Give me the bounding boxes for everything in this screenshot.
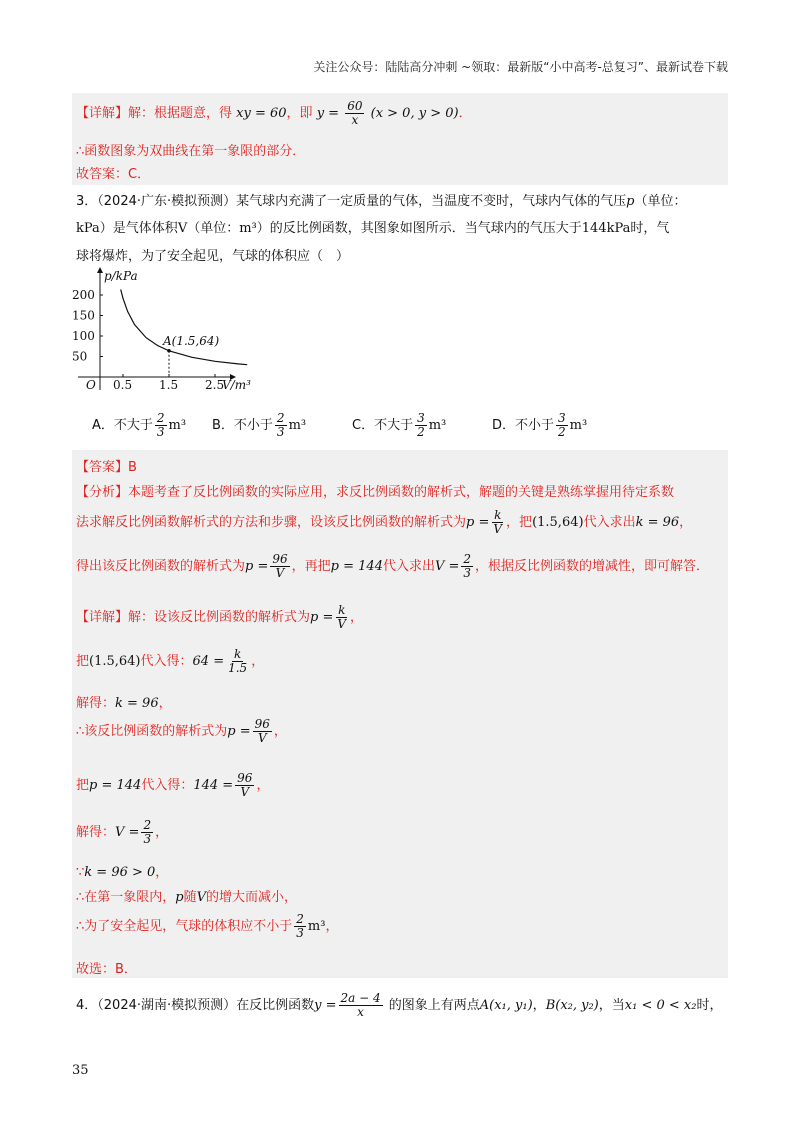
y-tick-label: 100: [72, 329, 95, 343]
x-axis-label: V/m³: [222, 378, 251, 392]
option-d[interactable]: D．不小于 $\frac{3}{2}$ m³: [492, 411, 588, 439]
q4-line: 4．（2024·湖南·模拟预测）在反比例函数y = $\frac{2a - 4}{x}$ 的图象上有两点A(x₁, y₁)，B(x₂, y₂)，当x₁ < 0 < x₂时，: [76, 991, 723, 1019]
detail-step-2: 把(1.5,64)代入得：64 = $\frac{k}{1.5}$ ，: [76, 647, 265, 675]
detail-step-3: 解得：k = 96，: [76, 696, 172, 711]
x-tick-label: 2.5: [205, 378, 225, 392]
q3-line-1: 3．（2024·广东·模拟预测）某气球内充满了一定质量的气体，当温度不变时，气球内气体的气压p（单位：: [76, 194, 687, 209]
analysis-line-1: 【分析】本题考查了反比例函数的实际应用，求反比例函数的解析式，解题的关键是熟练掌握用待定系数: [76, 485, 675, 500]
x-tick-label: 1.5: [159, 378, 179, 392]
page-header: 关注公众号：陆陆高分冲刺 ~领取：最新版“小中高考-总复习”、最新试卷下载: [313, 60, 728, 74]
point-a: [167, 349, 171, 353]
analysis-line-3: 得出该反比例函数的解析式为p = $\frac{96}{V}$ ，再把p = 144代入求出V = $\frac{2}{3}$ ，根据反比例函数的增减性，即可解答．: [76, 552, 710, 580]
y-tick-label: 50: [72, 349, 88, 364]
answer-line: 【答案】B: [76, 460, 137, 475]
y-tick-label: 200: [72, 288, 95, 302]
pressure-volume-chart: [70, 265, 270, 395]
y-axis-arrow: [97, 267, 103, 273]
x-tick-label: 0.5: [113, 378, 133, 392]
analysis-line-2: 法求解反比例函数解析式的方法和步骤，设该反比例函数的解析式为p = $\frac{k}{V}$ ，把(1.5,64)代入求出k = 96，: [76, 508, 693, 536]
series-curve: [121, 290, 248, 365]
detail-step-6: 解得：V = $\frac{2}{3}$ ，: [76, 818, 169, 846]
point-a-label: A(1.5,64): [163, 333, 220, 348]
y-tick-label: 150: [72, 308, 95, 323]
detail-step-1: 【详解】解：设该反比例函数的解析式为p = $\frac{k}{V}$ ，: [76, 603, 364, 631]
q3-line-2: kPa）是气体体积V（单位：m³）的反比例函数，其图象如图所示．当气球内的气压大于144kPa时，气: [76, 221, 670, 236]
detail-step-5: 把p = 144代入得：144 = $\frac{96}{V}$ ，: [76, 771, 270, 799]
detail-line-1: 【详解】解：根据题意，得 xy = 60，即 y = $\frac{60}{x}$ (x > 0, y > 0)．: [76, 99, 472, 127]
option-a[interactable]: A．不大于 $\frac{2}{3}$ m³: [92, 411, 187, 439]
option-c[interactable]: C．不大于 $\frac{3}{2}$ m³: [352, 411, 447, 439]
y-axis-label: p/kPa: [104, 269, 138, 283]
detail-step-4: ∴该反比例函数的解析式为p = $\frac{96}{V}$ ，: [76, 717, 287, 745]
origin-label: O: [86, 378, 96, 392]
option-b[interactable]: B．不小于 $\frac{2}{3}$ m³: [212, 411, 307, 439]
detail-line-3: 故答案：C．: [76, 167, 151, 182]
detail-step-7: ∵k = 96 > 0，: [76, 865, 169, 880]
detail-step-10: 故选：B．: [76, 962, 137, 977]
page-number: 35: [72, 1063, 89, 1078]
detail-step-9: ∴为了安全起见，气球的体积应不小于 $\frac{2}{3}$ m³，: [76, 912, 339, 940]
detail-step-8: ∴在第一象限内，p随V的增大而减小，: [76, 890, 298, 905]
detail-line-2: ∴函数图象为双曲线在第一象限的部分．: [76, 144, 306, 159]
q3-options: [92, 408, 712, 444]
q3-line-3: 球将爆炸，为了安全起见，气球的体积应（ ）: [76, 249, 350, 264]
